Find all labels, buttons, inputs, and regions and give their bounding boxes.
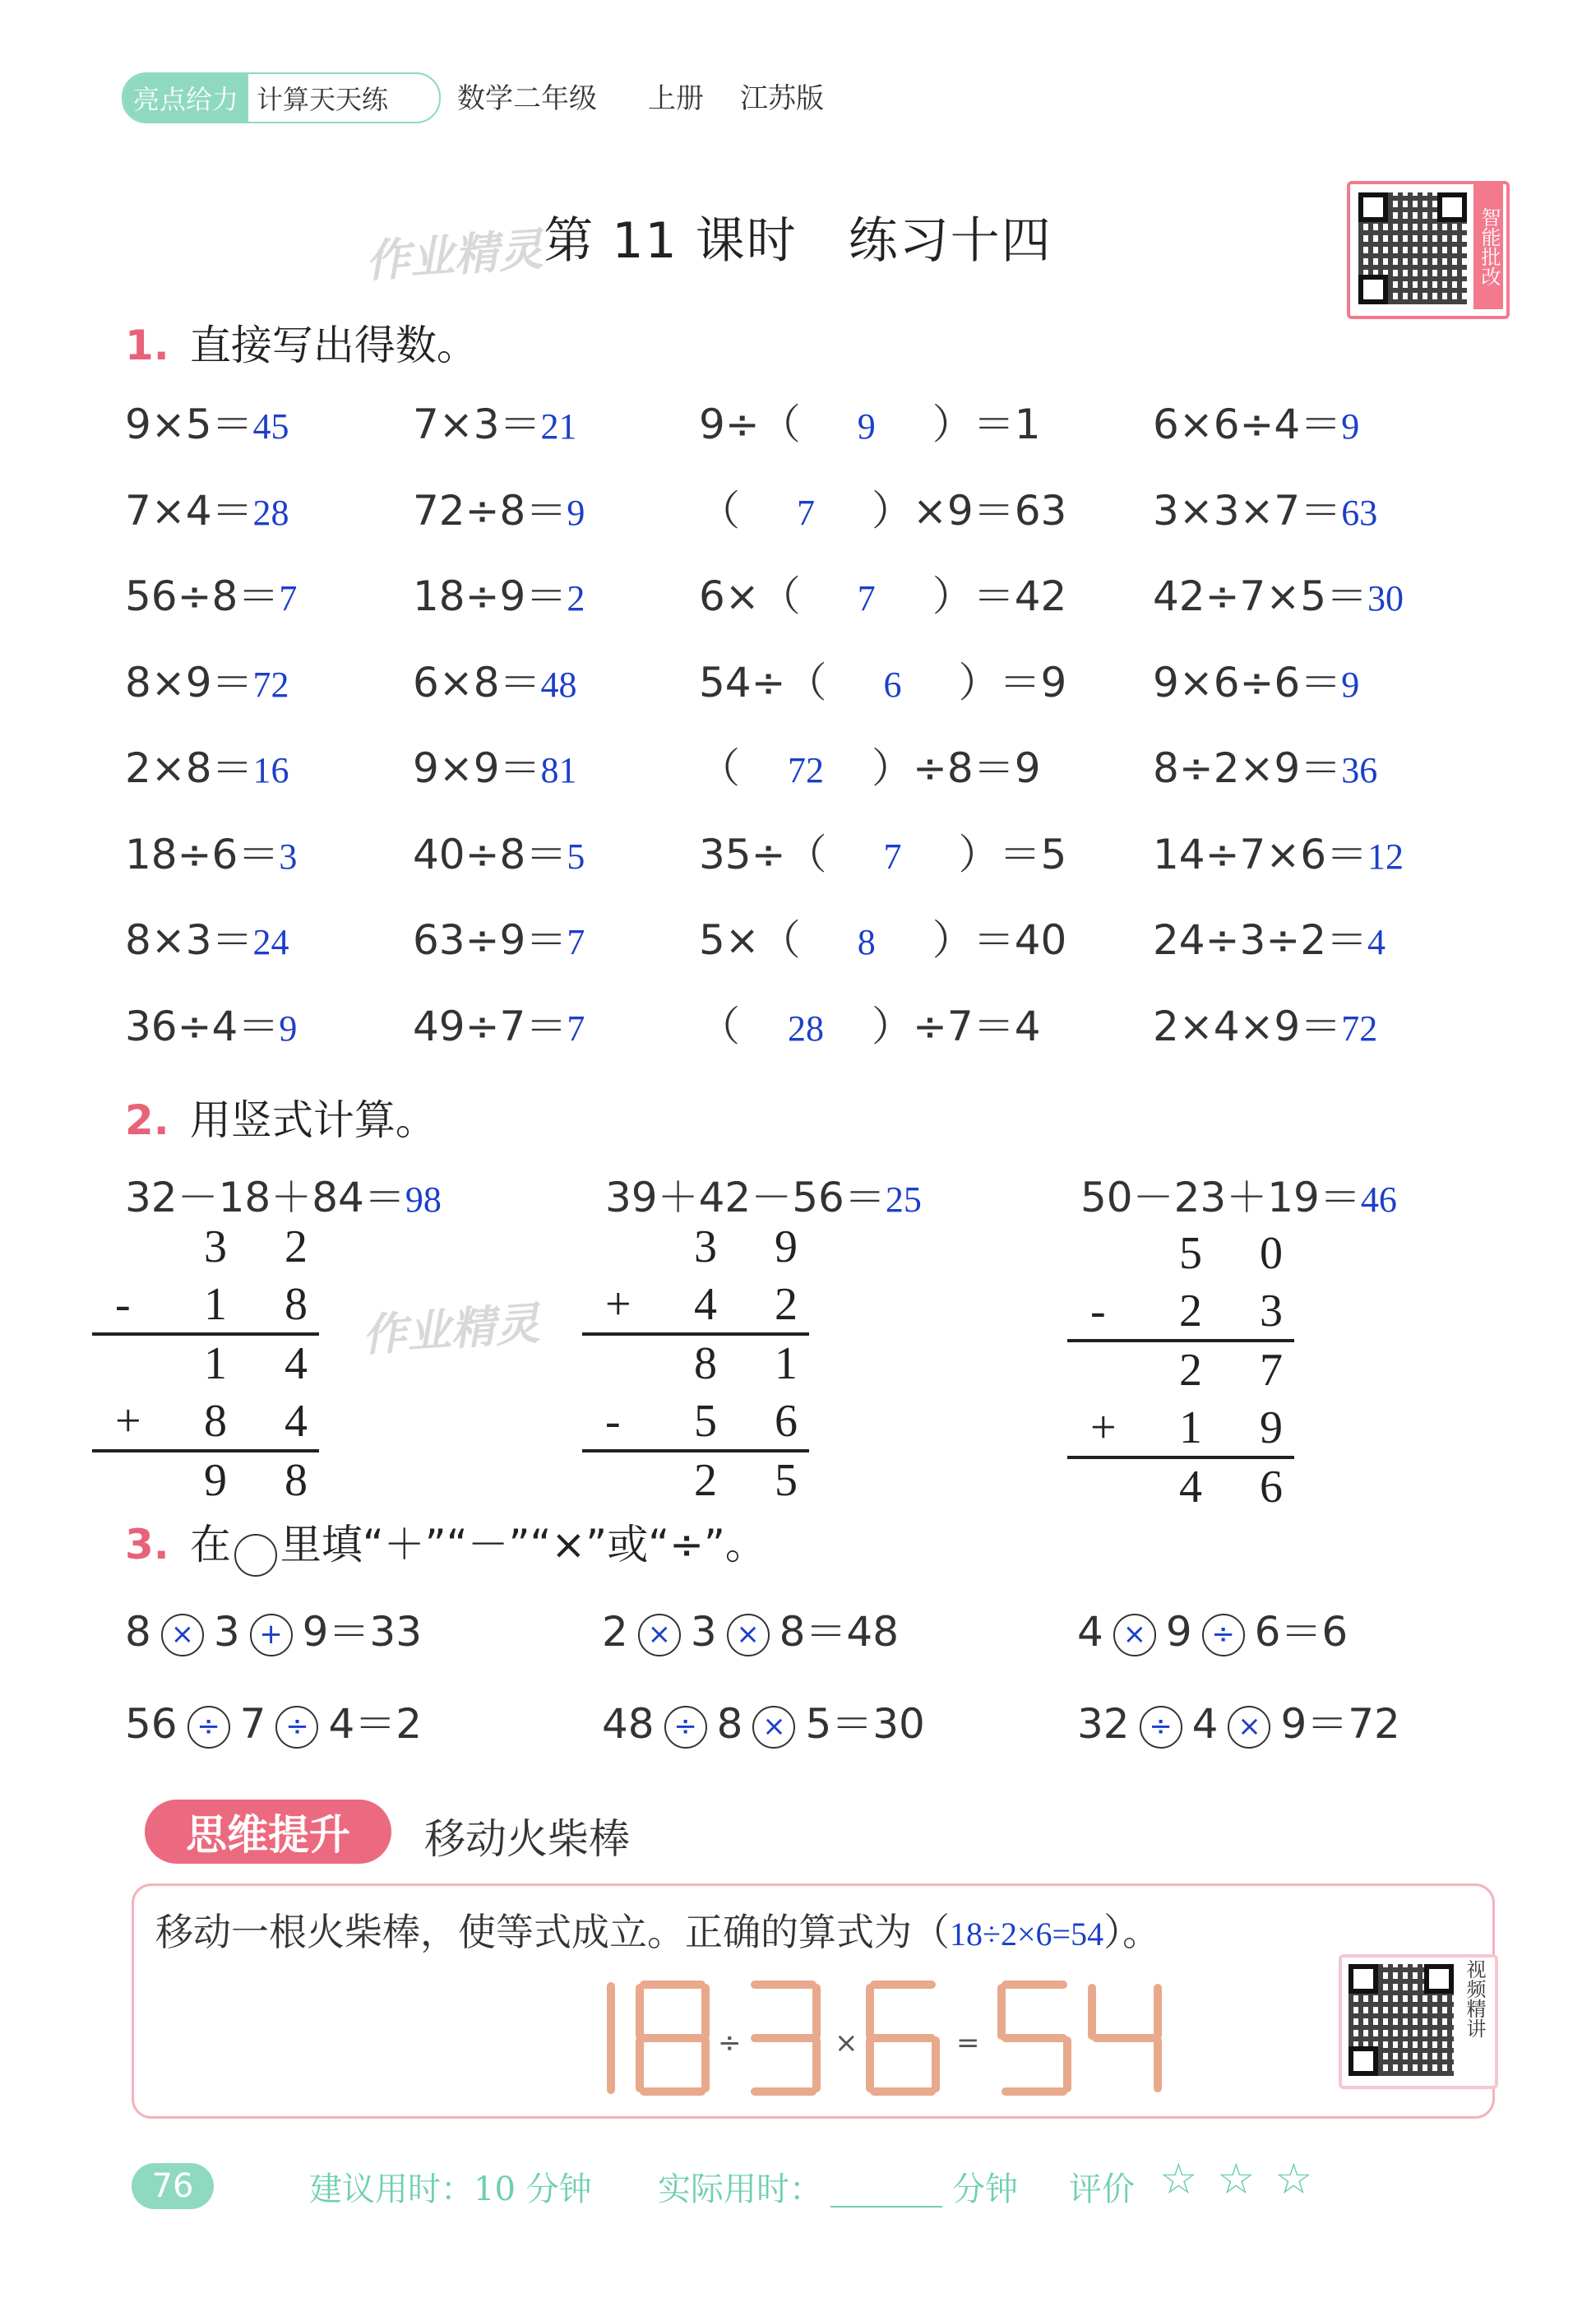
problem-text: 18÷6＝ — [125, 830, 280, 878]
answer[interactable]: 7 — [883, 836, 902, 877]
answer[interactable]: 7 — [279, 578, 298, 619]
calc-operator: + — [115, 1396, 141, 1447]
oral-problem — [125, 563, 297, 623]
operator-circle[interactable]: ÷ — [1202, 1614, 1245, 1656]
oral-problem — [413, 650, 577, 709]
vertical-calculation — [1067, 1227, 1306, 1523]
oral-problem — [699, 994, 1041, 1053]
star-icon[interactable]: ☆ — [1159, 2155, 1198, 2204]
vertical-calculation — [582, 1221, 821, 1517]
oral-problem — [699, 822, 1066, 881]
qr-corner — [1358, 192, 1388, 222]
answer[interactable]: 46 — [1360, 1179, 1397, 1220]
calc-operator: - — [1090, 1286, 1106, 1337]
answer[interactable]: 72 — [252, 664, 289, 705]
operator-equals: = — [956, 2027, 980, 2059]
problem-prefix: 35÷（ — [699, 830, 827, 878]
problem-prefix: （ — [699, 744, 740, 792]
problem-text: 9×5＝ — [125, 401, 253, 448]
problem-text: 7×4＝ — [125, 486, 253, 535]
problem-suffix: ）＝9 — [958, 658, 1067, 707]
answer[interactable]: 8 — [857, 922, 876, 962]
number: 32 — [1077, 1700, 1130, 1748]
thinking-badge: 思维提升 — [145, 1800, 391, 1864]
number: 8 — [125, 1608, 151, 1656]
section-title: 用竖式计算。 — [189, 1096, 437, 1144]
matchstick-digit-5 — [1002, 1985, 1067, 2092]
problem-text: 63÷9＝ — [413, 916, 567, 964]
number: 5 — [805, 1700, 832, 1748]
problem-suffix: ）＝1 — [932, 401, 1041, 448]
operator-fill-problem — [1077, 1599, 1348, 1658]
number: 8 — [779, 1608, 806, 1656]
brand-left: 亮点给力 — [123, 74, 248, 122]
operator-circle[interactable]: ÷ — [664, 1706, 707, 1749]
answer[interactable]: 81 — [540, 750, 577, 790]
thinking-box — [132, 1883, 1495, 2119]
answer[interactable]: 21 — [540, 406, 577, 447]
matchstick-digit-4 — [1092, 1988, 1158, 2088]
problem-text: 14÷7×6＝ — [1153, 830, 1368, 878]
star-icon[interactable]: ☆ — [1217, 2155, 1256, 2204]
number: 56 — [125, 1700, 178, 1748]
problem-text: 18÷9＝ — [413, 572, 567, 620]
problem-suffix: ）÷8＝9 — [872, 744, 1041, 792]
matchstick-digit-3 — [755, 1985, 817, 2092]
calc-line — [582, 1332, 809, 1336]
thinking-question — [155, 1902, 1160, 1957]
problem-suffix: ）＝5 — [958, 830, 1067, 878]
qr-label: 智能批改 — [1473, 184, 1503, 309]
answer[interactable]: 72 — [1341, 1008, 1378, 1049]
oral-problem — [125, 822, 297, 881]
oral-problem — [699, 478, 1066, 537]
problem-prefix: 9÷（ — [699, 401, 801, 448]
number: 4 — [328, 1700, 355, 1748]
calc-digits: 2 5 — [694, 1455, 821, 1506]
calc-digits: 3 2 — [204, 1221, 331, 1272]
operator-fill-problem — [125, 1691, 422, 1750]
oral-problem — [1153, 650, 1359, 709]
oral-problem — [699, 907, 1066, 966]
section-title-post: 里填“＋”“－”“×”或“÷”。 — [280, 1521, 766, 1568]
header-edition: 江苏版 — [740, 82, 824, 115]
header-volume: 上册 — [648, 82, 704, 115]
calc-digits: 3 9 — [694, 1221, 821, 1272]
matchstick-figure — [594, 1976, 1219, 2100]
circle-icon — [234, 1534, 277, 1577]
answer[interactable]: 7 — [567, 1008, 585, 1049]
answer[interactable]: 4 — [1367, 922, 1386, 962]
calc-digits: 1 4 — [204, 1338, 331, 1389]
suggested-time: 建议用时：10 分钟 — [309, 2171, 592, 2208]
calc-digits: 4 6 — [1179, 1462, 1306, 1513]
problem-text: 9×6÷6＝ — [1153, 658, 1342, 707]
answer[interactable]: 12 — [1367, 836, 1404, 877]
vertical-calculation — [92, 1221, 331, 1517]
oral-problem — [413, 563, 585, 623]
operator-circle[interactable]: × — [1113, 1614, 1156, 1656]
problem-prefix: （ — [699, 486, 740, 535]
problem-text: 8×9＝ — [125, 658, 253, 707]
problem-text: 3×3×7＝ — [1153, 486, 1342, 535]
section-number: 1. — [125, 322, 169, 369]
operator-circle[interactable]: × — [752, 1706, 795, 1749]
problem-suffix: ）×9＝63 — [872, 486, 1067, 535]
answer[interactable]: 30 — [1367, 578, 1404, 619]
answer[interactable]: 16 — [252, 750, 289, 790]
calc-operator: + — [1090, 1402, 1117, 1453]
calc-digits: 5 6 — [694, 1396, 821, 1447]
calc-operator: - — [605, 1396, 621, 1447]
oral-problem — [413, 907, 585, 966]
vertical-problem-equation — [1080, 1165, 1397, 1224]
qr-code-grading[interactable] — [1347, 181, 1510, 319]
answer[interactable]: 48 — [540, 664, 577, 705]
answer-text: 18÷2×6=54 — [950, 1916, 1104, 1953]
problem-text: 8÷2×9＝ — [1153, 744, 1342, 792]
answer[interactable]: 45 — [252, 406, 289, 447]
operator-fill-problem — [125, 1599, 422, 1658]
answer[interactable]: 2 — [567, 578, 585, 619]
oral-problem — [413, 735, 577, 795]
oral-problem — [125, 994, 297, 1053]
qr-corner — [1349, 1964, 1378, 1994]
answer[interactable]: 7 — [797, 492, 815, 533]
oral-problem — [125, 907, 289, 966]
matchstick-digit-6 — [870, 1985, 936, 2092]
result: ＝30 — [831, 1700, 925, 1748]
vertical-problem-equation — [125, 1165, 442, 1224]
problem-text: 9×9＝ — [413, 744, 541, 792]
operator-circle[interactable]: × — [161, 1614, 204, 1656]
calc-digits: 1 9 — [1179, 1402, 1306, 1453]
question-text: 移动一根火柴棒，使等式成立。正确的算式为（ — [155, 1910, 950, 1954]
answer[interactable]: 28 — [252, 492, 289, 533]
problem-text: 7×3＝ — [413, 401, 541, 448]
header-subject: 数学二年级 — [457, 82, 597, 115]
oral-problem — [1153, 478, 1377, 537]
answer[interactable]: 72 — [788, 750, 824, 790]
answer[interactable]: 98 — [405, 1179, 442, 1220]
qr-corner — [1358, 275, 1388, 304]
problem-text: 39＋42－56＝ — [605, 1174, 886, 1221]
qr-corner — [1349, 2046, 1378, 2076]
answer[interactable]: 63 — [1341, 492, 1378, 533]
problem-text: 6×6÷4＝ — [1153, 401, 1342, 448]
calc-line — [1067, 1456, 1294, 1459]
star-icon[interactable]: ☆ — [1274, 2155, 1313, 2204]
number: 9 — [302, 1608, 329, 1656]
oral-problem — [699, 735, 1041, 795]
calc-line — [1067, 1339, 1294, 1342]
brand-right: 计算天天练 — [257, 84, 389, 115]
result: ＝48 — [805, 1608, 900, 1656]
oral-problem — [413, 994, 585, 1053]
calc-digits: 2 3 — [1179, 1286, 1306, 1337]
number: 9 — [1165, 1608, 1192, 1656]
number: 3 — [213, 1608, 240, 1656]
calc-digits: 8 1 — [694, 1338, 821, 1389]
oral-problem — [1153, 994, 1377, 1053]
oral-problem — [413, 391, 577, 451]
result: ＝2 — [354, 1700, 423, 1748]
brand-logo — [122, 72, 441, 123]
problem-prefix: 5×（ — [699, 916, 801, 964]
problem-text: 32－18＋84＝ — [125, 1174, 405, 1221]
operator-multiply: × — [835, 2027, 858, 2059]
oral-problem — [699, 391, 1041, 451]
section-title: 直接写出得数。 — [189, 322, 478, 369]
watermark: 作业精灵 — [363, 223, 545, 288]
calc-digits: 1 8 — [204, 1279, 331, 1330]
problem-text: 24÷3÷2＝ — [1153, 916, 1368, 964]
section-number: 2. — [125, 1096, 169, 1144]
problem-text: 8×3＝ — [125, 916, 253, 964]
operator-divide: ÷ — [718, 2027, 742, 2059]
calc-line — [92, 1332, 319, 1336]
answer[interactable]: 9 — [1341, 406, 1360, 447]
section-number: 3. — [125, 1521, 169, 1568]
calc-digits: 8 4 — [204, 1396, 331, 1447]
number: 8 — [716, 1700, 743, 1748]
section-3-heading — [125, 1512, 766, 1577]
question-end: ）。 — [1103, 1910, 1161, 1954]
answer[interactable]: 6 — [883, 664, 902, 705]
oral-problem — [1153, 735, 1377, 795]
problem-text: 49÷7＝ — [413, 1002, 567, 1050]
calc-digits: 4 2 — [694, 1279, 821, 1330]
oral-problem — [1153, 907, 1386, 966]
oral-problem — [699, 563, 1066, 623]
rating-label: 评价 — [1069, 2171, 1135, 2208]
operator-circle[interactable]: × — [638, 1614, 681, 1656]
calc-digits: 5 0 — [1179, 1228, 1306, 1279]
problem-text: 50－23＋19＝ — [1080, 1174, 1361, 1221]
problem-text: 42÷7×5＝ — [1153, 572, 1368, 620]
answer[interactable]: 9 — [279, 1008, 298, 1049]
problem-prefix: （ — [699, 1002, 740, 1050]
result: ＝6 — [1280, 1608, 1349, 1656]
oral-problem — [1153, 563, 1404, 623]
answer[interactable]: 36 — [1341, 750, 1378, 790]
operator-circle[interactable]: ÷ — [275, 1706, 318, 1749]
operator-fill-problem — [1077, 1691, 1400, 1750]
result: ＝33 — [328, 1608, 423, 1656]
answer[interactable]: 7 — [857, 578, 876, 619]
answer[interactable]: 24 — [252, 922, 289, 962]
operator-fill-problem — [602, 1691, 925, 1750]
answer[interactable]: 3 — [279, 836, 298, 877]
oral-problem — [413, 478, 585, 537]
calc-digits: 2 7 — [1179, 1345, 1306, 1396]
oral-problem — [413, 822, 585, 881]
problem-suffix: ）＝40 — [932, 916, 1067, 964]
oral-problem — [1153, 822, 1404, 881]
number: 9 — [1280, 1700, 1307, 1748]
operator-fill-problem — [602, 1599, 899, 1658]
number: 6 — [1254, 1608, 1281, 1656]
problem-text: 36÷4＝ — [125, 1002, 280, 1050]
watermark: 作业精灵 — [360, 1297, 542, 1362]
number: 2 — [602, 1608, 628, 1656]
page-title: 第 11 课时 练习十四 — [544, 212, 1052, 270]
answer[interactable]: 7 — [567, 922, 585, 962]
number: 48 — [602, 1700, 655, 1748]
calc-line — [582, 1449, 809, 1452]
calc-operator: + — [605, 1279, 631, 1330]
problem-suffix: ）＝42 — [932, 572, 1067, 620]
problem-text: 6×8＝ — [413, 658, 541, 707]
calc-digits: 9 8 — [204, 1455, 331, 1506]
problem-prefix: 54÷（ — [699, 658, 827, 707]
problem-prefix: 6×（ — [699, 572, 801, 620]
number: 3 — [690, 1608, 717, 1656]
operator-circle[interactable]: + — [250, 1614, 293, 1656]
answer[interactable]: 9 — [567, 492, 585, 533]
operator-circle[interactable]: × — [1228, 1706, 1270, 1749]
answer[interactable]: 25 — [885, 1179, 922, 1220]
answer[interactable]: 5 — [567, 836, 585, 877]
qr-corner — [1437, 192, 1467, 222]
problem-suffix: ）÷7＝4 — [872, 1002, 1041, 1050]
thinking-topic: 移动火柴棒 — [424, 1815, 630, 1863]
number: 4 — [1077, 1608, 1103, 1656]
qr-label: 视频精讲 — [1463, 1959, 1486, 2038]
number: 7 — [239, 1700, 266, 1748]
number: 4 — [1191, 1700, 1219, 1748]
qr-code-video[interactable] — [1339, 1954, 1498, 2089]
section-title-pre: 在 — [189, 1521, 231, 1568]
problem-text: 40÷8＝ — [413, 830, 567, 878]
vertical-problem-equation — [605, 1165, 922, 1224]
operator-circle[interactable]: ÷ — [1140, 1706, 1182, 1749]
minutes-label: 分钟 — [952, 2171, 1018, 2208]
qr-corner — [1424, 1964, 1454, 1994]
answer[interactable]: 9 — [857, 406, 876, 447]
result: ＝72 — [1307, 1700, 1400, 1748]
answer[interactable]: 9 — [1341, 664, 1360, 705]
oral-problem — [125, 735, 289, 795]
oral-problem — [699, 650, 1066, 709]
problem-text: 2×8＝ — [125, 744, 253, 792]
problem-text: 72÷8＝ — [413, 486, 567, 535]
oral-problem — [125, 478, 289, 537]
problem-text: 56÷8＝ — [125, 572, 280, 620]
actual-time-blank[interactable] — [830, 2206, 942, 2208]
operator-circle[interactable]: × — [727, 1614, 770, 1656]
operator-circle[interactable]: ÷ — [187, 1706, 230, 1749]
oral-problem — [125, 650, 289, 709]
section-1-heading — [125, 313, 478, 372]
problem-text: 2×4×9＝ — [1153, 1002, 1342, 1050]
calc-line — [92, 1449, 319, 1452]
answer[interactable]: 28 — [788, 1008, 824, 1049]
oral-problem — [1153, 391, 1359, 451]
calc-operator: - — [115, 1279, 131, 1330]
page-number: 76 — [132, 2163, 214, 2209]
matchstick-digit-8 — [640, 1985, 705, 2092]
actual-time-label: 实际用时： — [658, 2171, 822, 2208]
section-2-heading — [125, 1087, 437, 1147]
oral-problem — [125, 391, 289, 451]
